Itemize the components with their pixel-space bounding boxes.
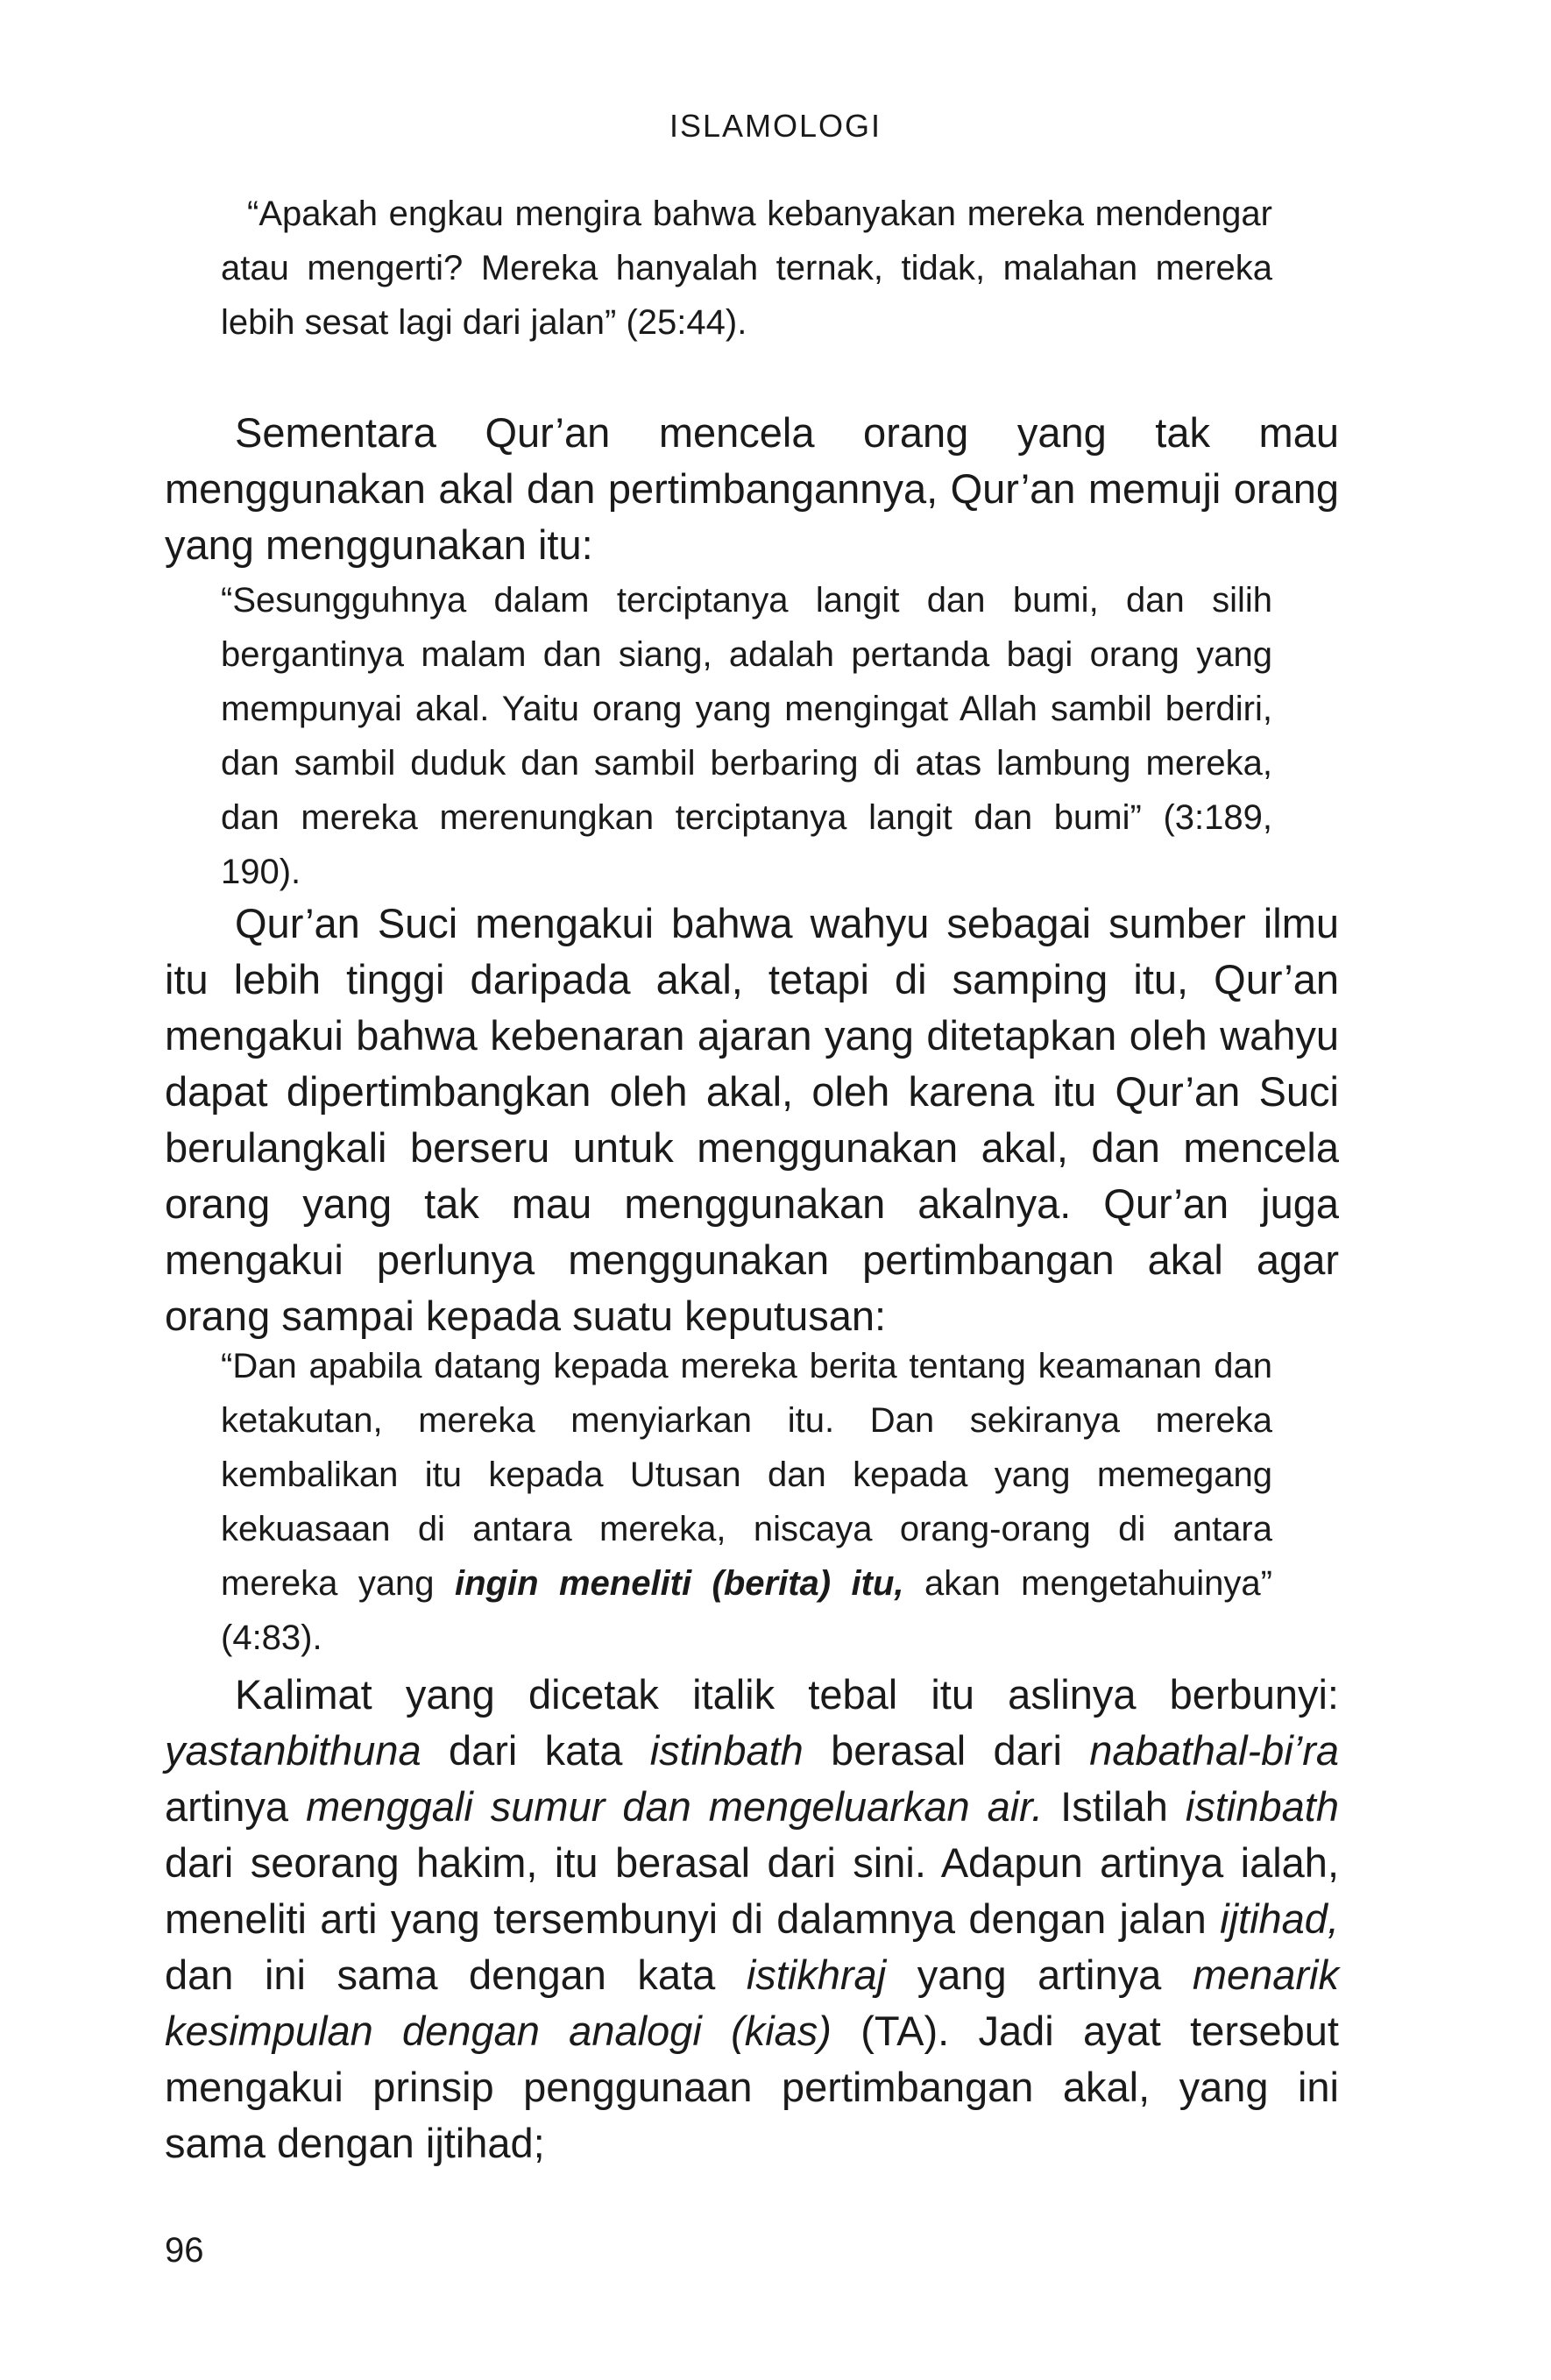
text-run: dan ini sama dengan kata bbox=[165, 1951, 747, 1998]
italic-term: istikhraj bbox=[746, 1951, 887, 1998]
text-run: artinya bbox=[165, 1783, 307, 1830]
quote-4-83 bbox=[221, 1339, 1272, 1665]
paragraph-intro: Sementara Qur’an mencela orang yang tak mau menggunakan akal dan pertimbangannya, Qur’an memuji orang yang menggunakan itu: bbox=[165, 409, 1339, 568]
italic-term: istinbath bbox=[649, 1727, 804, 1774]
italic-term: ijtihad, bbox=[1220, 1895, 1339, 1942]
italic-term: menarik kesimpulan dengan analogi (kias) bbox=[165, 1951, 1339, 2054]
text-run: Istilah bbox=[1043, 1783, 1186, 1830]
quote-3-189: “Sesungguhnya dalam terciptanya langit dan bumi, dan silih bergantinya malam dan siang, adalah pertanda bagi orang yang mempunyai akal. Yaitu orang yang mengingat Allah sambil berdiri, dan sambil duduk dan sambil berbaring di atas lambung mereka, dan mereka merenungkan terciptanya langit dan bumi” (3:189, 190). bbox=[221, 581, 1272, 891]
quote-25-44: “Apakah engkau mengira bahwa kebanyakan mereka mendengar atau mengerti? Mereka hanyalah ternak, tidak, malahan mereka lebih sesat lagi dari jalan” (25:44). bbox=[221, 195, 1272, 342]
italic-term: nabathal-bi’ra bbox=[1089, 1727, 1339, 1774]
text-run: dari kata bbox=[421, 1727, 650, 1774]
paragraph-istinbath bbox=[165, 1667, 1339, 2171]
quote-emphasis: ingin meneliti (berita) itu, bbox=[455, 1564, 904, 1603]
running-head: ISLAMOLOGI bbox=[669, 108, 882, 144]
text-run: yang artinya bbox=[886, 1951, 1193, 1998]
text-run: (TA). Jadi ayat tersebut mengakui prinsip penggunaan pertimbangan akal, yang ini sama dengan ijtihad; bbox=[165, 2008, 1339, 2166]
quote-text: “Dan apabila datang kepada mereka berita tentang keamanan dan ketakutan, mereka menyiarkan itu. Dan sekiranya mereka kembalikan itu kepada Utusan dan kepada yang memegang kekuasaan di antara mereka, niscaya orang-orang di antara mereka yang bbox=[221, 1347, 1272, 1603]
text-run: berasal dari bbox=[803, 1727, 1090, 1774]
text-run: Kalimat yang dicetak italik tebal itu aslinya berbunyi: bbox=[235, 1671, 1339, 1718]
quote-text-end: akan mengetahuinya” (4:83). bbox=[221, 1564, 1272, 1657]
text-run: dari seorang hakim, itu berasal dari sini. Adapun artinya ialah, meneliti arti yang tersembunyi di dalamnya dengan jalan bbox=[165, 1839, 1339, 1942]
page-number: 96 bbox=[165, 2231, 204, 2270]
italic-term: yastanbithuna bbox=[165, 1727, 421, 1774]
italic-term: istinbath bbox=[1185, 1783, 1339, 1830]
paragraph-revelation: Qur’an Suci mengakui bahwa wahyu sebagai sumber ilmu itu lebih tinggi daripada akal, tetapi di samping itu, Qur’an mengakui bahwa kebenaran ajaran yang ditetapkan oleh wahyu dapat dipertimbangkan oleh akal, oleh karena itu Qur’an Suci berulangkali berseru untuk menggunakan akal, dan mencela orang yang tak mau menggunakan akalnya. Qur’an juga mengakui perlunya menggunakan pertimbangan akal agar orang sampai kepada suatu keputusan: bbox=[165, 900, 1339, 1339]
italic-term: menggali sumur dan mengeluarkan air. bbox=[306, 1783, 1044, 1830]
